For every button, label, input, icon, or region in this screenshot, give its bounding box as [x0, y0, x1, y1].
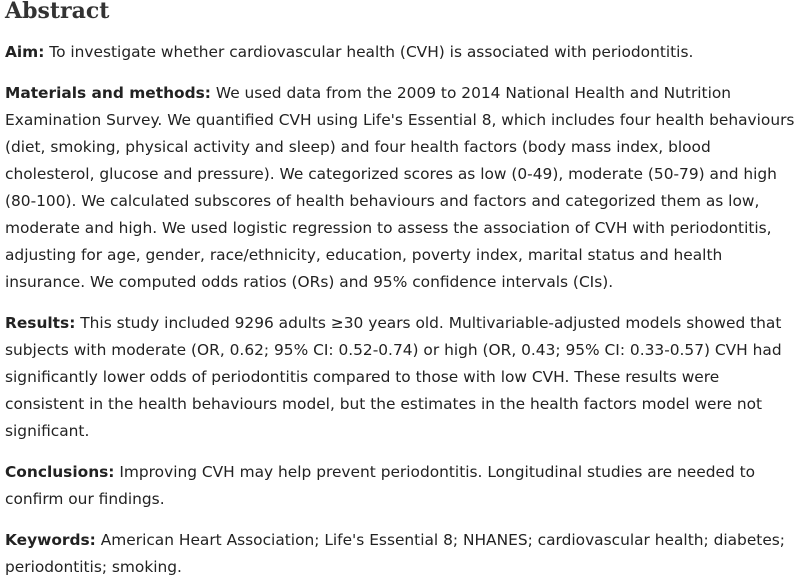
aim-text: To investigate whether cardiovascular health (CVH) is associated with periodontitis.	[49, 43, 694, 61]
methods-text: We used data from the 2009 to 2014 National Health and Nutrition Examination Survey. We quantified CVH using Life's Essential 8, which includes four health behaviours (diet, smoking, physical activity and sleep) and four health factors (body mass index, blood cholesterol, glucose and pressure). We categorized scores as low (0-49), moderate (50-79) and high (80-100). We calculated subscores of health behaviours and factors and categorized them as low, moderate and high. We used logistic regression to assess the association of CVH with periodontitis, adjusting for age, gender, race/ethnicity, education, poverty index, marital status and health insurance. We computed odds ratios (ORs) and 95% confidence intervals (CIs).	[5, 84, 795, 291]
methods-label: Materials and methods:	[5, 84, 211, 102]
results-text: This study included 9296 adults ≥30 years old. Multivariable-adjusted models showed that subjects with moderate (OR, 0.62; 95% CI: 0.52-0.74) or high (OR, 0.43; 95% CI: 0.33-0.57) CVH had significantly lower odds of periodontitis compared to those with low CVH. These results were consistent in the health behaviours model, but the estimates in the health factors model were not significant.	[5, 314, 782, 440]
conclusions-label: Conclusions:	[5, 463, 115, 481]
aim-paragraph	[5, 39, 803, 66]
conclusions-paragraph	[5, 459, 803, 513]
conclusions-text: Improving CVH may help prevent periodontitis. Longitudinal studies are needed to confirm our findings.	[5, 463, 756, 508]
keywords-text: American Heart Association; Life's Essential 8; NHANES; cardiovascular health; diabetes; periodontitis; smoking.	[5, 531, 785, 576]
results-paragraph	[5, 310, 803, 445]
abstract-section	[5, 0, 803, 581]
keywords-paragraph	[5, 527, 803, 581]
methods-paragraph	[5, 80, 803, 296]
abstract-heading: Abstract	[5, 0, 110, 24]
aim-label: Aim:	[5, 43, 45, 61]
keywords-label: Keywords:	[5, 531, 96, 549]
results-label: Results:	[5, 314, 76, 332]
